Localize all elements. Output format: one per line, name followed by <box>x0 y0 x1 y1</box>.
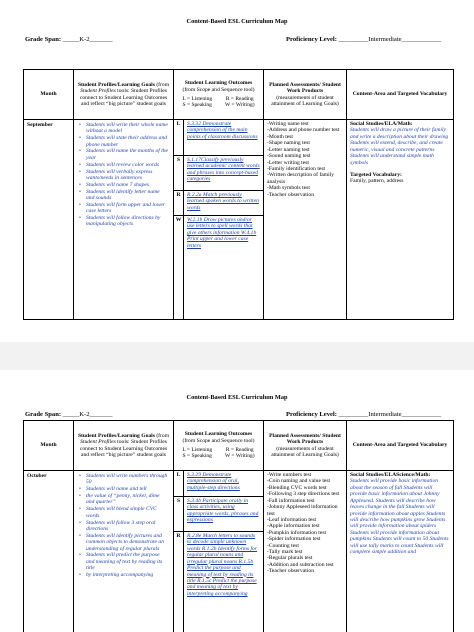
header-content: Content-Area and Targeted Vocabulary <box>347 421 454 471</box>
table-header-row <box>24 70 454 120</box>
list-item: -Johnny Appleseed information test <box>267 504 338 517</box>
list-item: • Students will identify pictures and common objects to demonstrate an understanding of regular plurals <box>78 533 169 552</box>
header-month: Month <box>24 70 74 120</box>
list-item: • Students will name the months of the year <box>78 148 169 161</box>
header-content: Content-Area and Targeted Vocabulary <box>347 70 454 120</box>
list-item: -Counting test <box>267 542 299 549</box>
list-item: -Family identification test <box>267 165 326 172</box>
header-assessments: Planned Assessments/ Student Work Products (measurements of student attainment of Learning Goals) <box>264 421 347 471</box>
content-text: Students will draw a picture of their family and write a description about their drawing Students will extend, describe, and create numeric, visual and concrete patterns Students will understand simple math symbols <box>350 127 449 166</box>
list-item: • Students will blend simple CVC words <box>78 506 169 519</box>
list-item: -Shape naming test <box>267 140 310 147</box>
skill-letter: L <box>174 471 184 497</box>
proficiency-label: Proficiency Level: <box>286 36 337 43</box>
outcome-text: R.2.8e Match letters to sounds to decode simple unknown words R.1.2b Identify forms for regular plural nouns and irregular plural nouns R.1.5b Predict the purpose and meaning of text by reading its title R.1.5c Predict the purpose and meaning of text by interpreting accompanying <box>184 532 264 632</box>
list-item: -Month test <box>267 133 293 140</box>
goals-list <box>74 120 173 230</box>
list-item: • Students will form upper and lower case letters <box>78 202 169 215</box>
goals-cell <box>74 120 174 320</box>
outcome-text: S.1.17Classify previously learned academic content words and phrases into concept-based categories <box>184 156 264 191</box>
proficiency-level <box>286 36 441 43</box>
list-item: • Students will name and tell <box>78 486 169 492</box>
list-item: -Blending CVC words test <box>267 484 327 491</box>
content-cell <box>347 471 454 632</box>
header-month: Month <box>24 421 74 471</box>
list-item: -Leaf information test <box>267 516 317 523</box>
proficiency-value: _________Intermediate____________ <box>338 411 442 418</box>
page-two <box>0 342 474 632</box>
list-item: -Written description of family analysis <box>267 172 335 185</box>
outcome-text: R.2.2a Match previously learned spoken words to written words <box>184 191 264 216</box>
header-assessments: Planned Assessments/ Student Work Products (measurements of student attainment of Learning Goals) <box>264 70 347 120</box>
grade-span <box>25 411 113 418</box>
list-item: -Regular plurals test <box>267 555 313 562</box>
header-outcomes: Student Learning Outcomes (from Scope and Sequence tool) L = Listening R = Reading S = Speaking W = Writing) <box>174 70 264 120</box>
content-cell <box>347 120 454 320</box>
curriculum-table-october <box>23 420 454 632</box>
list-item: • Students will predict the purpose and meaning of text by reading its title <box>78 552 169 571</box>
list-item: -Teacher observation <box>267 568 314 575</box>
document-title: Content-Based ESL Curriculum Map <box>186 18 288 25</box>
skill-letter: L <box>174 120 184 156</box>
skill-letter: S <box>174 156 184 191</box>
goals-list <box>74 471 173 581</box>
list-item: -Math symbols test <box>267 185 310 192</box>
list-item: • Students will name 7 shapes <box>78 182 169 188</box>
list-item: -Sound naming test <box>267 153 311 160</box>
list-item: • Students will verbally express wants/needs in sentences <box>78 169 169 182</box>
content-heading: Social Studies/ELAScience/Math: <box>350 472 431 478</box>
list-item: -Coin naming and value test <box>267 478 331 485</box>
grade-span-value: _____K-2_______ <box>62 411 113 418</box>
proficiency-value: _________Intermediate____________ <box>338 36 442 43</box>
header-outcomes: Student Learning Outcomes (from Scope and Sequence tool) L = Listening R = Reading S = Speaking W = Writing) <box>174 421 264 471</box>
skill-letter: W <box>174 216 184 320</box>
list-item: -Letter naming test <box>267 146 310 153</box>
grade-span-value: _____K-2_______ <box>62 36 113 43</box>
list-item: • Students will state their address and phone number <box>78 135 169 148</box>
list-item: • Students will write numbers through 50 <box>78 473 169 486</box>
skill-letter: R <box>174 191 184 216</box>
list-item: -Letter writing test <box>267 159 309 166</box>
vocab-heading: Targeted Vocabulary: <box>350 171 402 178</box>
assessments-cell <box>264 471 347 632</box>
list-item: • Students will follow directions by manipulating objects <box>78 215 169 228</box>
content-text: Students will provide basic information about the season of fall Students will provide basic information about Johnny Appleseed. Students will describe how leaves change in the fall Students will provide information about apples Students will describe how pumpkins grow Students will provide information about spiders Students will provide information about pumpkins Students will count to 50 Students will use tally marks to count Students will complete simple addition and <box>350 478 449 556</box>
proficiency-level <box>286 411 441 418</box>
table-row <box>24 120 454 156</box>
list-item: • Students will identify letter name and sounds <box>78 189 169 202</box>
table-header-row <box>24 421 454 471</box>
list-item: -Following 3 step directions test <box>267 491 340 498</box>
list-item: • Students will review color words <box>78 162 169 168</box>
month-cell: October <box>24 471 74 632</box>
document-title: Content-Based ESL Curriculum Map <box>186 394 288 401</box>
list-item: -Apple information test <box>267 523 320 530</box>
header-profiles: Student Profiles/Learning Goals (from Student Profiles tools: Student Profiles connect to Student Learning Outcomes and reflect “big picture” student goals <box>74 70 174 120</box>
curriculum-table-september <box>23 69 454 320</box>
header-profiles: Student Profiles/Learning Goals (from Student Profiles tools: Student Profiles connect to Student Learning Outcomes and reflect “big picture” student goals <box>74 421 174 471</box>
list-item: • Students will follow 3 step oral directions <box>78 520 169 533</box>
assessments-cell <box>264 120 347 320</box>
grade-span <box>25 36 113 43</box>
table-row <box>24 471 454 497</box>
outcome-text: S.3.4b Participate orally in class activities, using appropriate words, phrases and expressions <box>184 497 264 532</box>
list-item: -Teacher observation <box>267 191 314 198</box>
skill-letter: R <box>174 532 184 632</box>
proficiency-label: Proficiency Level: <box>286 411 337 418</box>
goals-cell <box>74 471 174 632</box>
list-item: -Fall information test <box>267 497 315 504</box>
content-heading: Social Studies/ELA/Math: <box>350 121 413 127</box>
list-item: -Writing name test <box>267 121 309 127</box>
list-item: -Addition and subtraction test <box>267 561 334 568</box>
list-item: -Write numbers test <box>267 472 312 478</box>
list-item: -Spider information test <box>267 536 321 543</box>
outcome-text: S.3.29 Demonstrate comprehension of oral, multiple-step directions <box>184 471 264 497</box>
vocab-text: Family, pattern, address <box>350 178 404 185</box>
outcome-text: W.2.1b Draw pictures and/or use letters to spell words that give others information W.4.1b Print upper and lower case letters <box>184 216 264 320</box>
skill-letter: S <box>174 497 184 532</box>
list-item: -Pumpkin information test <box>267 529 327 536</box>
list-item: -Address and phone number test <box>267 127 340 134</box>
list-item: • Students will write their whole name without a model <box>78 122 169 135</box>
list-item: -Tally mark test <box>267 549 303 556</box>
grade-span-label: Grade Span: <box>25 36 62 43</box>
list-item: • the value of “penny, nickel, dime and quarter” <box>78 493 169 506</box>
grade-span-label: Grade Span: <box>25 411 62 418</box>
outcome-text: S.3.32 Demonstrate comprehension of the main points of classroom discussions <box>184 120 264 156</box>
month-cell: September <box>24 120 74 320</box>
list-item: • by interpreting accompanying <box>78 572 169 578</box>
